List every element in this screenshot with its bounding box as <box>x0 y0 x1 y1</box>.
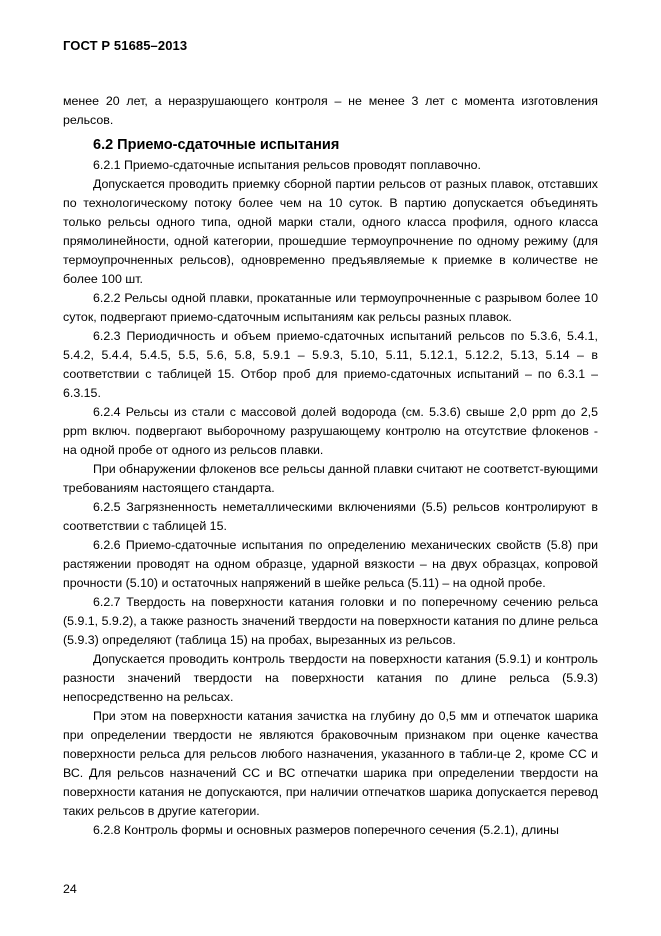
paragraph-6-2-5: 6.2.5 Загрязненность неметаллическими включениями (5.5) рельсов контролируют в соответствии с таблицей 15. <box>63 500 598 533</box>
paragraph-6-2-6: 6.2.6 Приемо-сдаточные испытания по определению механических свойств (5.8) при растяжении проводят на одном образце, ударной вязкости – на двух образцах, копровой прочности (5.10) и остаточных напряжений в шейке рельса (5.11) – на одной пробе. <box>63 538 598 590</box>
paragraph-6-2-7-detail: При этом на поверхности катания зачистка на глубину до 0,5 мм и отпечаток шарика при определении твердости не являются браковочным признаком при оценке качества поверхности рельса для рельсов любого назначения, указанного в табли-це 2, кроме СС и ВС. Для рельсов назначений СС и ВС отпечатки шарика при определении твердости на поверхности катания не допускаются, при наличии отпечатков шарика допускается перевод таких рельсов в другие категории. <box>63 709 598 818</box>
section-title: 6.2 Приемо-сдаточные испытания <box>93 137 340 153</box>
paragraph-6-2-2: 6.2.2 Рельсы одной плавки, прокатанные или термоупрочненные с разрывом более 10 суток, подвергают приемо-сдаточным испытаниям как рельсы разных плавок. <box>63 291 598 324</box>
paragraph-6-2-4-note: При обнаружении флокенов все рельсы данной плавки считают не соответст-вующими требованиям настоящего стандарта. <box>63 462 599 495</box>
paragraph-6-2-3: 6.2.3 Периодичность и объем приемо-сдаточных испытаний рельсов по 5.3.6, 5.4.1, 5.4.2, 5.4.4, 5.4.5, 5.5, 5.6, 5.8, 5.9.1 – 5.9.3, 5.10, 5.11, 5.12.1, 5.12.2, 5.13, 5.14 – в соответствии с таблицей 15. Отбор проб для приемо-сдаточных испытаний – по 6.3.1 – 6.3.15. <box>63 329 598 400</box>
paragraph-continuation: менее 20 лет, а неразрушающего контроля – не менее 3 лет с момента изготовления рельсов. <box>63 94 598 127</box>
paragraph-6-2-1-note: Допускается проводить приемку сборной партии рельсов от разных плавок, отставших по технологическому потоку более чем на 10 суток. В партию допускается объединять только рельсы одного типа, одной марки стали, одного класса профиля, одного класса прямолинейности, одной категории, прошедшие термоупрочнение по одному режиму (для термоупрочненных рельсов), одновременно предъявляемые к приемке в количестве не более 100 шт. <box>63 177 598 286</box>
document-body <box>63 92 598 840</box>
paragraph-6-2-7: 6.2.7 Твердость на поверхности катания головки и по поперечному сечению рельса (5.9.1, 5.9.2), а также разность значений твердости на поверхности катания по длине рельса (5.9.3) определяют (таблица 15) на пробах, вырезанных из рельсов. <box>63 595 598 647</box>
page-number: 24 <box>63 882 77 896</box>
paragraph-6-2-1: 6.2.1 Приемо-сдаточные испытания рельсов проводят поплавочно. <box>93 158 481 172</box>
paragraph-6-2-7-note: Допускается проводить контроль твердости на поверхности катания (5.9.1) и контроль разности значений твердости на поверхности катания по длине рельса (5.9.3) непосредственно на рельсах. <box>63 652 598 704</box>
paragraph-6-2-4: 6.2.4 Рельсы из стали с массовой долей водорода (см. 5.3.6) свыше 2,0 ppm до 2,5 ppm включ. подвергают выборочному разрушающему контролю на отсутствие флокенов - на одной пробе от одного из рельсов плавки. <box>63 405 598 457</box>
paragraph-6-2-8: 6.2.8 Контроль формы и основных размеров поперечного сечения (5.2.1), длины <box>93 823 559 837</box>
document-header: ГОСТ Р 51685–2013 <box>63 38 188 53</box>
